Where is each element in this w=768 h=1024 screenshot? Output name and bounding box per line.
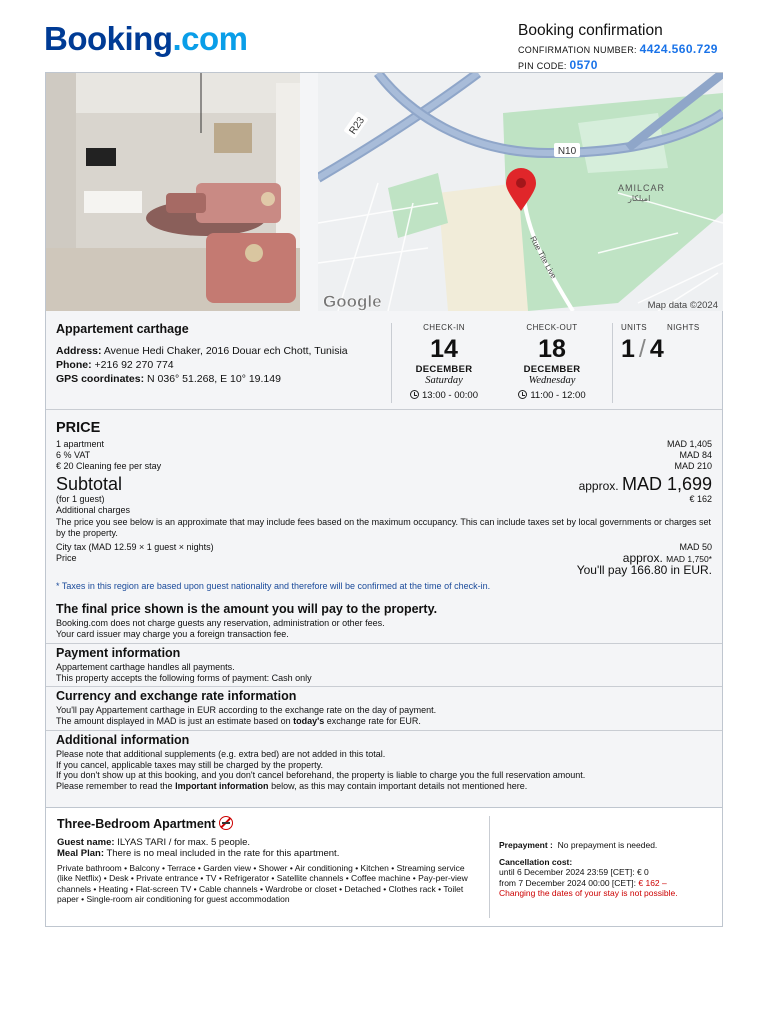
divider [46,730,722,731]
divider [612,323,613,403]
pin-code: 0570 [569,58,598,72]
final-price-text: Your card issuer may charge you a foreign transaction fee. [56,628,289,639]
additional-charges-label: Additional charges [56,505,131,515]
final-price-section [56,602,712,639]
no-smoking-icon [219,816,233,830]
payment-text: This property accepts the following forms of payment: Cash only [56,672,312,683]
price-row: € 20 Cleaning fee per stay MAD 210 [56,461,712,471]
price-heading: PRICE [56,420,101,436]
clock-icon [518,390,527,399]
additional-info-text: If you don't show up at this booking, and you don't cancel beforehand, the property is liable to charge you the full reservation amount. [56,770,586,781]
property-info [56,322,386,386]
check-out-month: DECEMBER [523,364,581,375]
units-nights-block [621,323,716,364]
property-name: Appartement carthage [56,322,189,336]
confirmation-number-label: CONFIRMATION NUMBER: [518,45,637,55]
eur-payment-text: You'll pay 166.80 in EUR. [576,563,712,577]
subtotal-approx: approx. [578,479,619,493]
facilities-list: Private bathroom • Balcony • Terrace • Garden view • Shower • Air conditioning • Kitchen • Streaming service (like Netflix) • Desk • Private entrance • TV • Refrigerator • Satellite channels • Coffee machine • Pay-per-view channels • Heating • Flat-screen TV • Cable channels • Wardrobe or closet • Detached • Clothes rack • Toilet paper • Single-room air conditioning for guest accommodation [57,863,468,905]
divider [46,643,722,644]
price-label: Price [56,553,77,563]
units-nights-separator: / [638,335,646,363]
payment-section [56,646,712,683]
booking-card [45,72,723,808]
price-section [56,419,712,592]
additional-info-section [56,733,712,791]
additional-info-text: Please remember to read the Important information below, as this may contain important details not mentioned here. [56,780,528,791]
check-in-block [394,323,494,401]
apartment-details [57,816,477,905]
check-in-label: CHECK-IN [423,323,465,332]
currency-heading: Currency and exchange rate information [56,689,297,703]
divider [46,409,722,410]
check-out-time: 11:00 - 12:00 [501,390,603,401]
check-in-month: DECEMBER [415,364,473,375]
subtotal-row [56,474,712,494]
additional-charges-note: The price you see below is an approximate that may include fees based on the maximum occupancy. This can include taxes set by local governments or charges set by the property. [56,517,712,538]
confirmation-title: Booking confirmation [518,22,663,39]
divider [391,323,392,403]
guests-row: (for 1 guest) € 162 [56,494,712,504]
final-price-heading: The final price shown is the amount you will pay to the property. [56,602,438,616]
price-row: 1 apartment MAD 1,405 [56,439,712,449]
property-gps: GPS coordinates: N 036° 51.268, E 10° 19.149 [56,373,281,385]
subtotal-value: MAD 1,699 [621,474,712,494]
divider [489,816,490,918]
apartment-title: Three-Bedroom Apartment [57,816,477,831]
guest-name: Guest name: ILYAS TARI / for max. 5 people. Meal Plan: There is no meal included in the rate for this apartment. [57,837,340,859]
city-tax-row: City tax (MAD 12.59 × 1 guest × nights) MAD 50 [56,542,712,552]
additional-info-heading: Additional information [56,733,190,747]
area-label: AMILCAR [618,183,666,193]
confirmation-block [518,22,718,72]
currency-section [56,689,712,726]
final-price-text: Booking.com does not charge guests any reservation, administration or other fees. [56,618,385,628]
confirmation-number-row [518,42,718,56]
pin-code-row [518,58,718,72]
check-out-weekday: Wednesday [528,375,576,386]
apartment-card [45,808,723,927]
google-logo: Google [323,292,382,311]
confirmation-number: 4424.560.729 [639,42,718,56]
subtotal-label: Subtotal [56,474,123,494]
tax-note: * Taxes in this region are based upon guest nationality and therefore will be confirmed at the time of check-in. [56,581,491,591]
policies [499,840,719,899]
payment-heading: Payment information [56,646,181,660]
units-label: UNITS [621,323,647,332]
check-out-day: 18 [538,335,566,363]
currency-text: You'll pay Appartement carthage in EUR according to the exchange rate on the day of payment. [56,705,437,715]
location-map[interactable] [318,73,723,311]
price-approx-value: MAD 1,750* [666,554,712,564]
check-in-time: 13:00 - 00:00 [394,390,494,401]
property-photo [46,73,300,311]
price-row: 6 % VAT MAD 84 [56,450,712,460]
currency-text: The amount displayed in MAD is just an estimate based on today's exchange rate for EUR. [56,715,421,726]
payment-text: Appartement carthage handles all payments. [56,662,235,672]
divider [46,686,722,687]
street-label: Rue Tite Live [528,234,559,281]
check-in-day: 14 [430,335,458,363]
nights-count: 4 [649,335,664,363]
price-approx: approx. [622,551,663,565]
cancellation-info: Cancellation cost: until 6 December 2024 23:59 [CET]: € 0 from 7 December 2024 00:00 [CET]: € 162 – Changing the dates of your stay is not possible. [499,856,678,898]
check-out-label: CHECK-OUT [526,323,578,332]
road-label-n10: N10 [557,146,577,157]
additional-info-text: If you cancel, applicable taxes may still be charged by the property. [56,759,323,770]
additional-info-text: Please note that additional supplements (e.g. extra bed) are not added in this total. [56,749,386,759]
clock-icon [410,390,419,399]
map-credit: Map data ©2024 [647,300,718,311]
prepayment-info: Prepayment : No prepayment is needed. [499,840,658,850]
check-in-weekday: Saturday [425,375,463,386]
pin-code-label: PIN CODE: [518,61,567,71]
booking-logo: Booking.com [44,20,248,57]
check-out-block [501,323,603,401]
property-phone: Phone: +216 92 270 774 [56,359,174,371]
units-count: 1 [621,335,635,363]
subtotal-eur: € 162 [689,494,712,504]
nights-label: NIGHTS [667,323,700,332]
road-label-r23: R23 [347,115,367,137]
area-label-arabic: اميلكار [628,194,651,203]
property-address: Address: Avenue Hedi Chaker, 2016 Douar ech Chott, Tunisia [56,345,348,357]
